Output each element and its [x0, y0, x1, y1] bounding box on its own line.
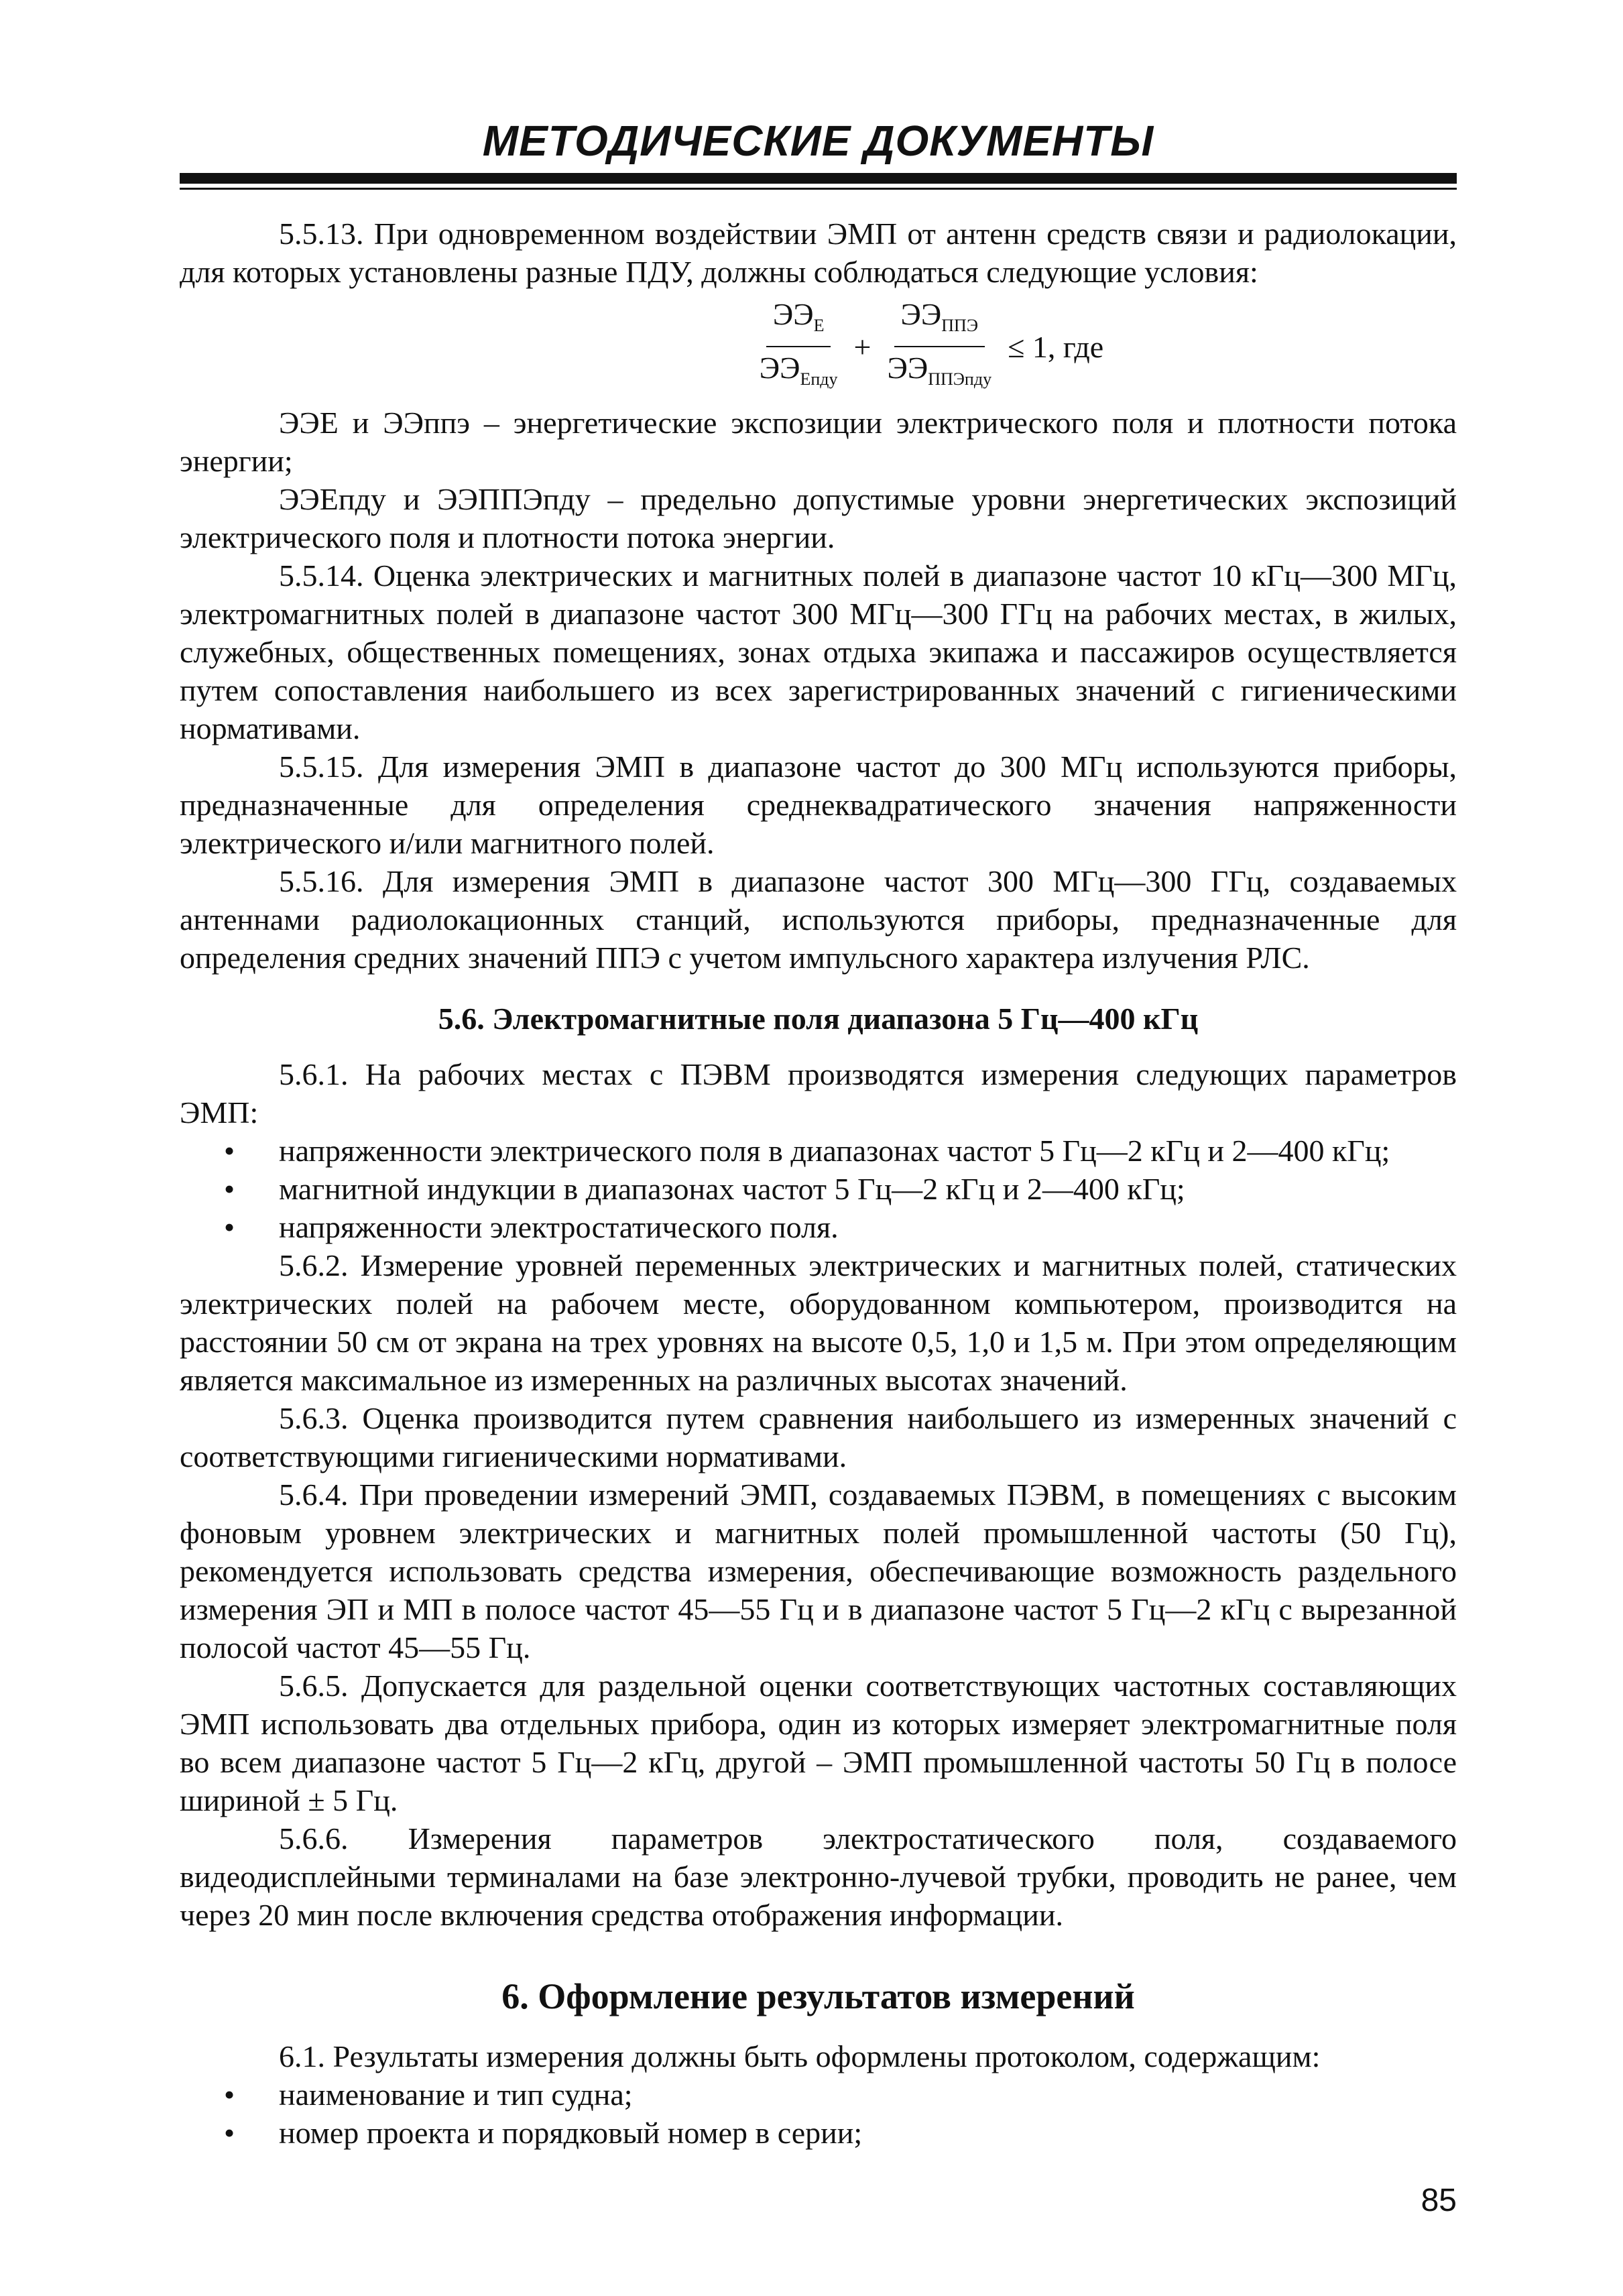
- header-rule-thick: [180, 173, 1457, 184]
- paragraph-5-6-2: 5.6.2. Измерение уровней переменных электрических и магнитных полей, статических электрических полей на рабочем месте, оборудованном компьютером, производится на расстоянии 50 см от экрана на трех уровнях на высоте 0,5, 1,0 и 1,5 м. При этом определяющим является максимальное из измеренных на различных высотах значений.: [180, 1248, 1457, 1398]
- definition-2: ЭЭЕпду и ЭЭППЭпду – предельно допустимые уровни энергетических экспозиций электрического поля и плотности потока энергии.: [180, 482, 1457, 555]
- formula: [180, 295, 1457, 398]
- bullet-icon: •: [223, 2116, 235, 2151]
- list-item: • напряженности электрического поля в диапазонах частот 5 Гц—2 кГц и 2—400 кГц;: [180, 1132, 1457, 1170]
- paragraph-5-5-15: 5.5.15. Для измерения ЭМП в диапазоне частот до 300 МГц используются приборы, предназначенные для определения среднеквадратического значения напряженности электрического и/или магнитного полей.: [180, 749, 1457, 861]
- formula-rhs: ≤ 1, где: [1008, 329, 1104, 364]
- paragraph-5-5-14: 5.5.14. Оценка электрических и магнитных полей в диапазоне частот 10 кГц—300 МГц, электромагнитных полей в диапазоне частот 300 МГц—300 ГГц на рабочих местах, в жилых, служебных, общественных помещениях, зонах отдыха экипажа и пассажиров осуществляется путем сопоставления наибольшего из всех зарегистрированных значений с гигиеническими нормативами.: [180, 558, 1457, 746]
- paragraph-5-6-1: 5.6.1. На рабочих местах с ПЭВМ производятся измерения следующих параметров ЭМП:: [180, 1057, 1457, 1130]
- list-item: • наименование и тип судна;: [180, 2075, 1457, 2114]
- bullet-icon: •: [223, 1134, 235, 1168]
- page-number: 85: [1421, 2183, 1457, 2218]
- document-body: [180, 215, 1457, 2152]
- paragraph-6-1: 6.1. Результаты измерения должны быть оформлены протоколом, содержащим:: [279, 2039, 1321, 2074]
- paragraph-5-6-3: 5.6.3. Оценка производится путем сравнения наибольшего из измеренных значений с соответствующими гигиеническими нормативами.: [180, 1401, 1457, 1474]
- list-item: • номер проекта и порядковый номер в серии;: [180, 2114, 1457, 2152]
- list-item: • магнитной индукции в диапазонах частот 5 Гц—2 кГц и 2—400 кГц;: [180, 1170, 1457, 1208]
- section-heading-6: 6. Оформление результатов измерений: [501, 1976, 1135, 2017]
- fraction-e: [753, 295, 845, 398]
- paragraph-5-5-13: 5.5.13. При одновременном воздействии ЭМП от антенн средств связи и радиолокации, для которых установлены разные ПДУ, должны соблюдаться следующие условия:: [180, 217, 1457, 289]
- fraction-e-denominator: $ЭЭ_{Епду}$: [759, 351, 838, 389]
- header-rule-thin: [180, 188, 1457, 190]
- bullet-icon: •: [223, 1172, 235, 1207]
- section-heading-5-6: 5.6. Электромагнитные поля диапазона 5 Гц—400 кГц: [438, 1002, 1199, 1036]
- fraction-ppe: [880, 295, 998, 398]
- paragraph-5-6-4: 5.6.4. При проведении измерений ЭМП, создаваемых ПЭВМ, в помещениях с высоким фоновым уровнем электрических и магнитных полей промышленной частоты (50 Гц), рекомендуется использовать средства измерения, обеспечивающие возможность раздельного измерения ЭП и МП в полосе частот 45—55 Гц и в диапазоне частот 5 Гц—2 кГц с вырезанной полосой частот 45—55 Гц.: [180, 1477, 1457, 1665]
- fraction-e-numerator: $ЭЭ_Е$: [766, 295, 831, 347]
- fraction-ppe-denominator: $ЭЭ_{ППЭпду}$: [887, 351, 992, 389]
- paragraph-5-6-5: 5.6.5. Допускается для раздельной оценки соответствующих частотных составляющих ЭМП использовать два отдельных прибора, один из которых измеряет электромагнитные поля во всем диапазоне частот 5 Гц—2 кГц, другой – ЭМП промышленной частоты 50 Гц в полосе шириной ± 5 Гц.: [180, 1669, 1457, 1818]
- header-title: МЕТОДИЧЕСКИЕ ДОКУМЕНТЫ: [482, 117, 1154, 165]
- plus-sign: +: [853, 329, 871, 364]
- bullet-icon: •: [223, 2077, 235, 2112]
- paragraph-5-5-16: 5.5.16. Для измерения ЭМП в диапазоне частот 300 МГц—300 ГГц, создаваемых антеннами радиолокационных станций, используются приборы, предназначенные для определения средних значений ППЭ с учетом импульсного характера излучения РЛС.: [180, 864, 1457, 975]
- definition-1: ЭЭЕ и ЭЭппэ – энергетические экспозиции электрического поля и плотности потока энергии;: [180, 406, 1457, 479]
- list-item: • напряженности электростатического поля.: [180, 1208, 1457, 1246]
- page-header: [180, 114, 1457, 190]
- bullet-icon: •: [223, 1210, 235, 1245]
- fraction-ppe-numerator: $ЭЭ_{ППЭ}$: [894, 295, 985, 347]
- paragraph-5-6-6: 5.6.6. Измерения параметров электростатического поля, создаваемого видеодисплейными терминалами на базе электронно-лучевой трубки, проводить не ранее, чем через 20 мин после включения средства отображения информации.: [180, 1821, 1457, 1933]
